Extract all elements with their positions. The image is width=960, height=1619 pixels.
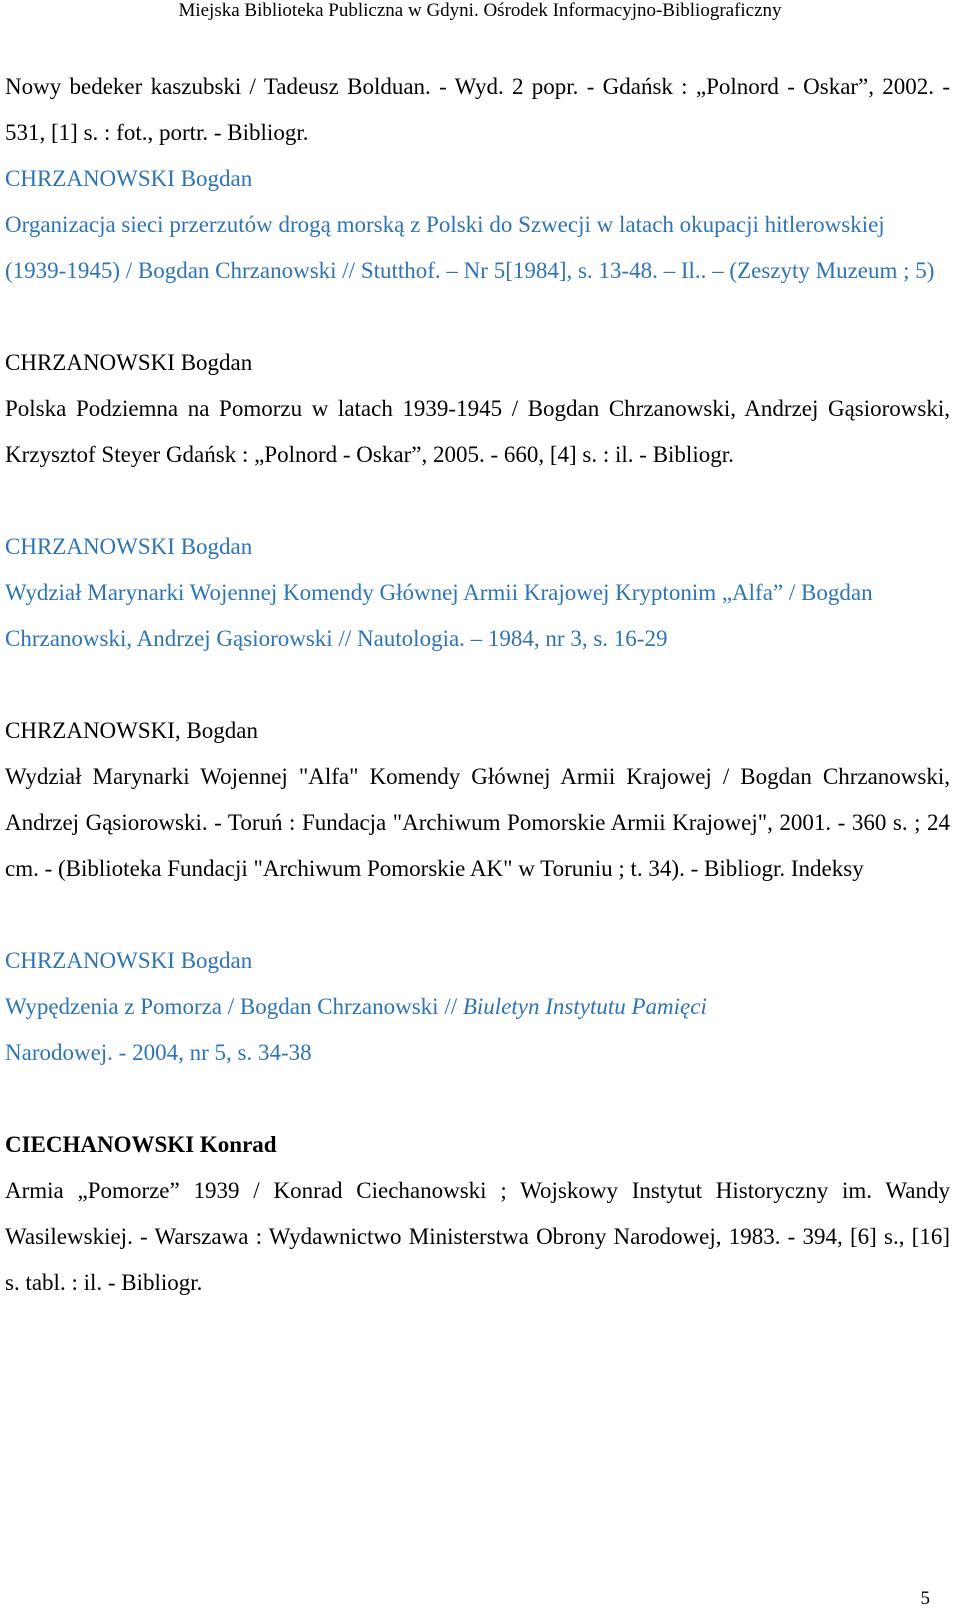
bibliography-entry [5,938,950,1076]
entry-text: Wydział Marynarki Wojennej "Alfa" Komendy Głównej Armii Krajowej / Bogdan Chrzanowski, Andrzej Gąsiorowski. - Toruń : Fundacja "Archiwum Pomorskie Armii Krajowej", 2001. - 360 s. ; 24 cm. - (Biblioteka Fundacji "Archiwum Pomorskie AK" w Toruniu ; t. 34). - Bibliogr. Indeksy [5,764,950,881]
entry-text-before: Wypędzenia z Pomorza / Bogdan Chrzanowski // [5,994,463,1019]
entry-author: CIECHANOWSKI Konrad [5,1132,277,1157]
entry-text: Polska Podziemna na Pomorzu w latach 1939-1945 / Bogdan Chrzanowski, Andrzej Gąsiorowski, Krzysztof Steyer Gdańsk : „Polnord - Oskar”, 2005. - 660, [4] s. : il. - Bibliogr. [5,396,950,467]
entry-author: CHRZANOWSKI Bogdan [5,166,253,191]
entry-author: CHRZANOWSKI, Bogdan [5,718,258,743]
entry-author: CHRZANOWSKI Bogdan [5,534,253,559]
entry-author: CHRZANOWSKI Bogdan [5,350,253,375]
page-header: Miejska Biblioteka Publiczna w Gdyni. Ośrodek Informacyjno-Bibliograficzny [178,0,782,21]
bibliography-entry [5,156,950,294]
bibliography-entry [5,1122,950,1306]
bibliography-entry [5,64,950,156]
entry-text: Organizacja sieci przerzutów drogą morską z Polski do Szwecji w latach okupacji hitlerowskiej (1939-1945) / Bogdan Chrzanowski // Stutthof. – Nr 5[1984], s. 13-48. – Il.. – (Zeszyty Muzeum ; 5) [5,212,935,283]
bibliography-entry [5,708,950,892]
entry-text: Nowy bedeker kaszubski / Tadeusz Bolduan. - Wyd. 2 popr. - Gdańsk : „Polnord - Oskar”, 2002. - 531, [1] s. : fot., portr. - Bibliogr. [5,74,950,145]
bibliography-entry [5,340,950,478]
entry-text-after: Narodowej. - 2004, nr 5, s. 34-38 [5,1040,312,1065]
journal-title: Biuletyn Instytutu Pamięci [462,994,707,1019]
bibliography-list [5,64,950,1306]
page-number: 5 [920,1588,930,1609]
bibliography-entry [5,524,950,662]
entry-text: Wydział Marynarki Wojennej Komendy Głównej Armii Krajowej Kryptonim „Alfa” / Bogdan Chrzanowski, Andrzej Gąsiorowski // Nautologia. – 1984, nr 3, s. 16-29 [5,580,873,651]
entry-text: Armia „Pomorze” 1939 / Konrad Ciechanowski ; Wojskowy Instytut Historyczny im. Wandy Wasilewskiej. - Warszawa : Wydawnictwo Ministerstwa Obrony Narodowej, 1983. - 394, [6] s., [16] s. tabl. : il. - Bibliogr. [5,1178,950,1295]
entry-author: CHRZANOWSKI Bogdan [5,948,253,973]
